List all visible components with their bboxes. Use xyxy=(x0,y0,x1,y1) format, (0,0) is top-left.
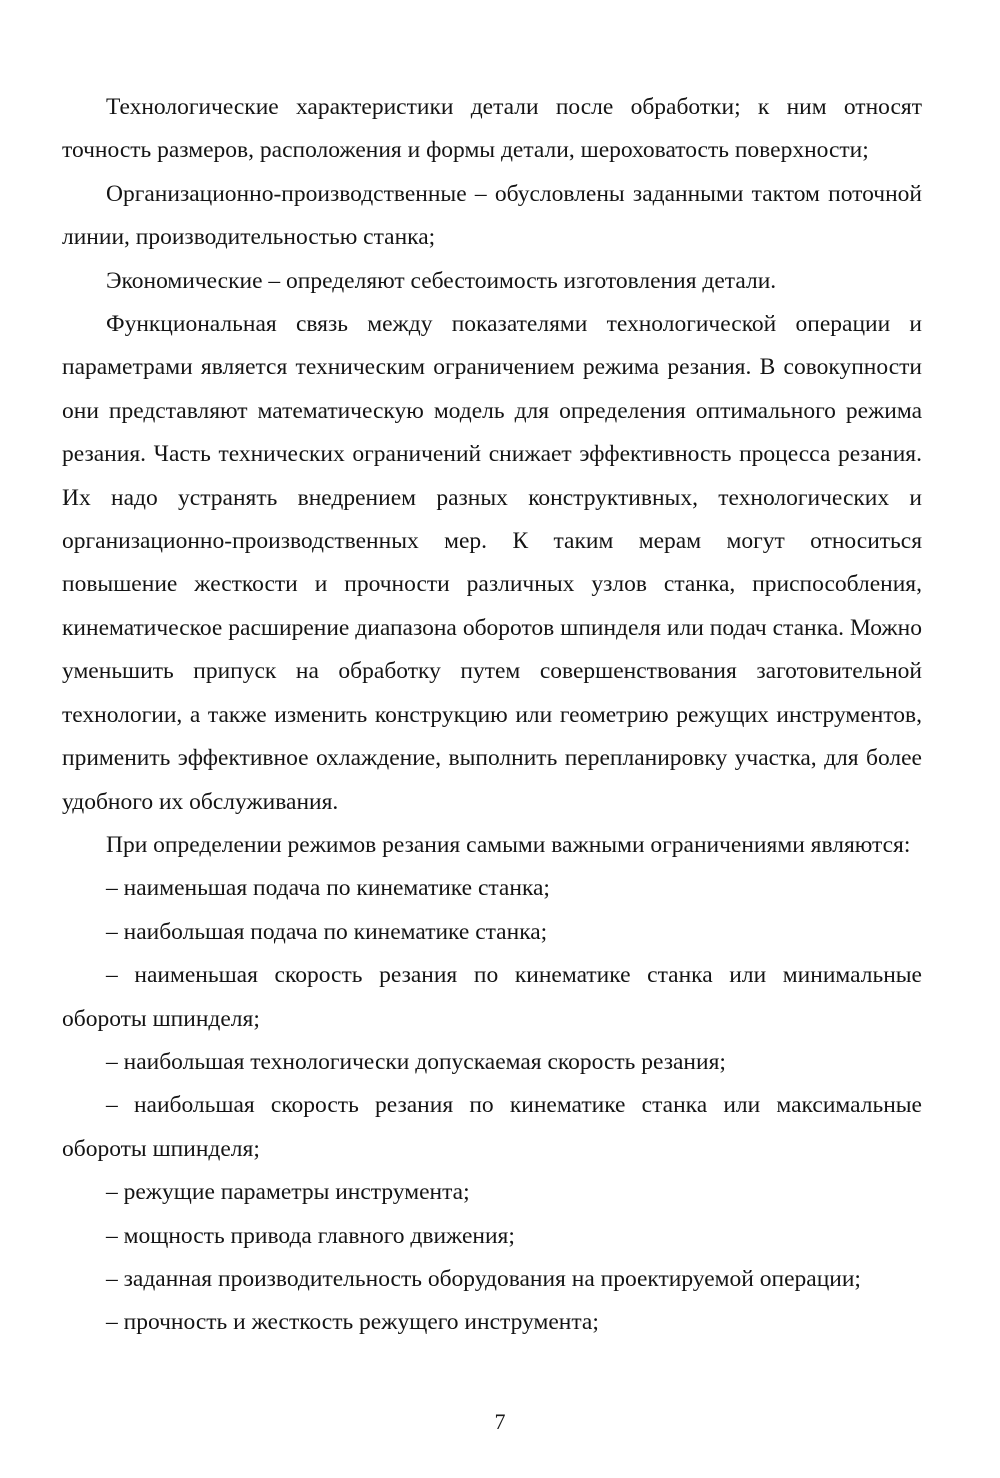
paragraph-functional-relation: Функциональная связь между показателями технологической операции и параметрами является техническим ограничением режима резания. В совокупности они представляют математическую модель для определения оптимального режима резания. Часть технических ограничений снижает эффективность процесса резания. Их надо устранять внедрением разных конструктивных, технологических и организационно-производственных мер. К таким мерам могут относиться повышение жесткости и прочности различных узлов станка, приспособления, кинематическое расширение диапазона оборотов шпинделя или подач станка. Можно уменьшить припуск на обработку путем совершенствования заготовительной технологии, а также изменить конструкцию или геометрию режущих инструментов, применить эффективное охлаждение, выполнить перепланировку участка, для более удобного их обслуживания. xyxy=(62,311,922,815)
document-page xyxy=(62,86,922,1345)
paragraph-organizational: Организационно-производственные – обусловлены заданными тактом поточной линии, производительностью станка; xyxy=(62,180,922,251)
list-item-max-feed: – наибольшая подача по кинематике станка; xyxy=(106,918,548,945)
list-item-productivity: – заданная производительность оборудования на проектируемой операции; xyxy=(106,1265,861,1292)
list-item-cutting-params: – режущие параметры инструмента; xyxy=(106,1179,470,1206)
list-item-min-speed: – наименьшая скорость резания по кинематике станка или минимальные обороты шпинделя; xyxy=(62,962,922,1032)
list-item-max-kinematic-speed: – наибольшая скорость резания по кинематике станка или максимальные обороты шпинделя; xyxy=(62,1092,922,1162)
paragraph-economic: Экономические – определяют себестоимость изготовления детали. xyxy=(106,267,777,294)
list-item-tool-strength: – прочность и жесткость режущего инструмента; xyxy=(106,1309,599,1336)
paragraph-technological: Технологические характеристики детали после обработки; к ним относят точность размеров, расположения и формы детали, шероховатость поверхности; xyxy=(62,94,922,164)
list-item-max-tech-speed: – наибольшая технологически допускаемая скорость резания; xyxy=(106,1048,726,1075)
paragraph-constraints-intro: При определении режимов резания самыми важными ограничениями являются: xyxy=(106,831,911,858)
page-number: 7 xyxy=(494,1409,506,1434)
list-item-drive-power: – мощность привода главного движения; xyxy=(106,1222,515,1249)
list-item-min-feed: – наименьшая подача по кинематике станка; xyxy=(106,875,550,902)
